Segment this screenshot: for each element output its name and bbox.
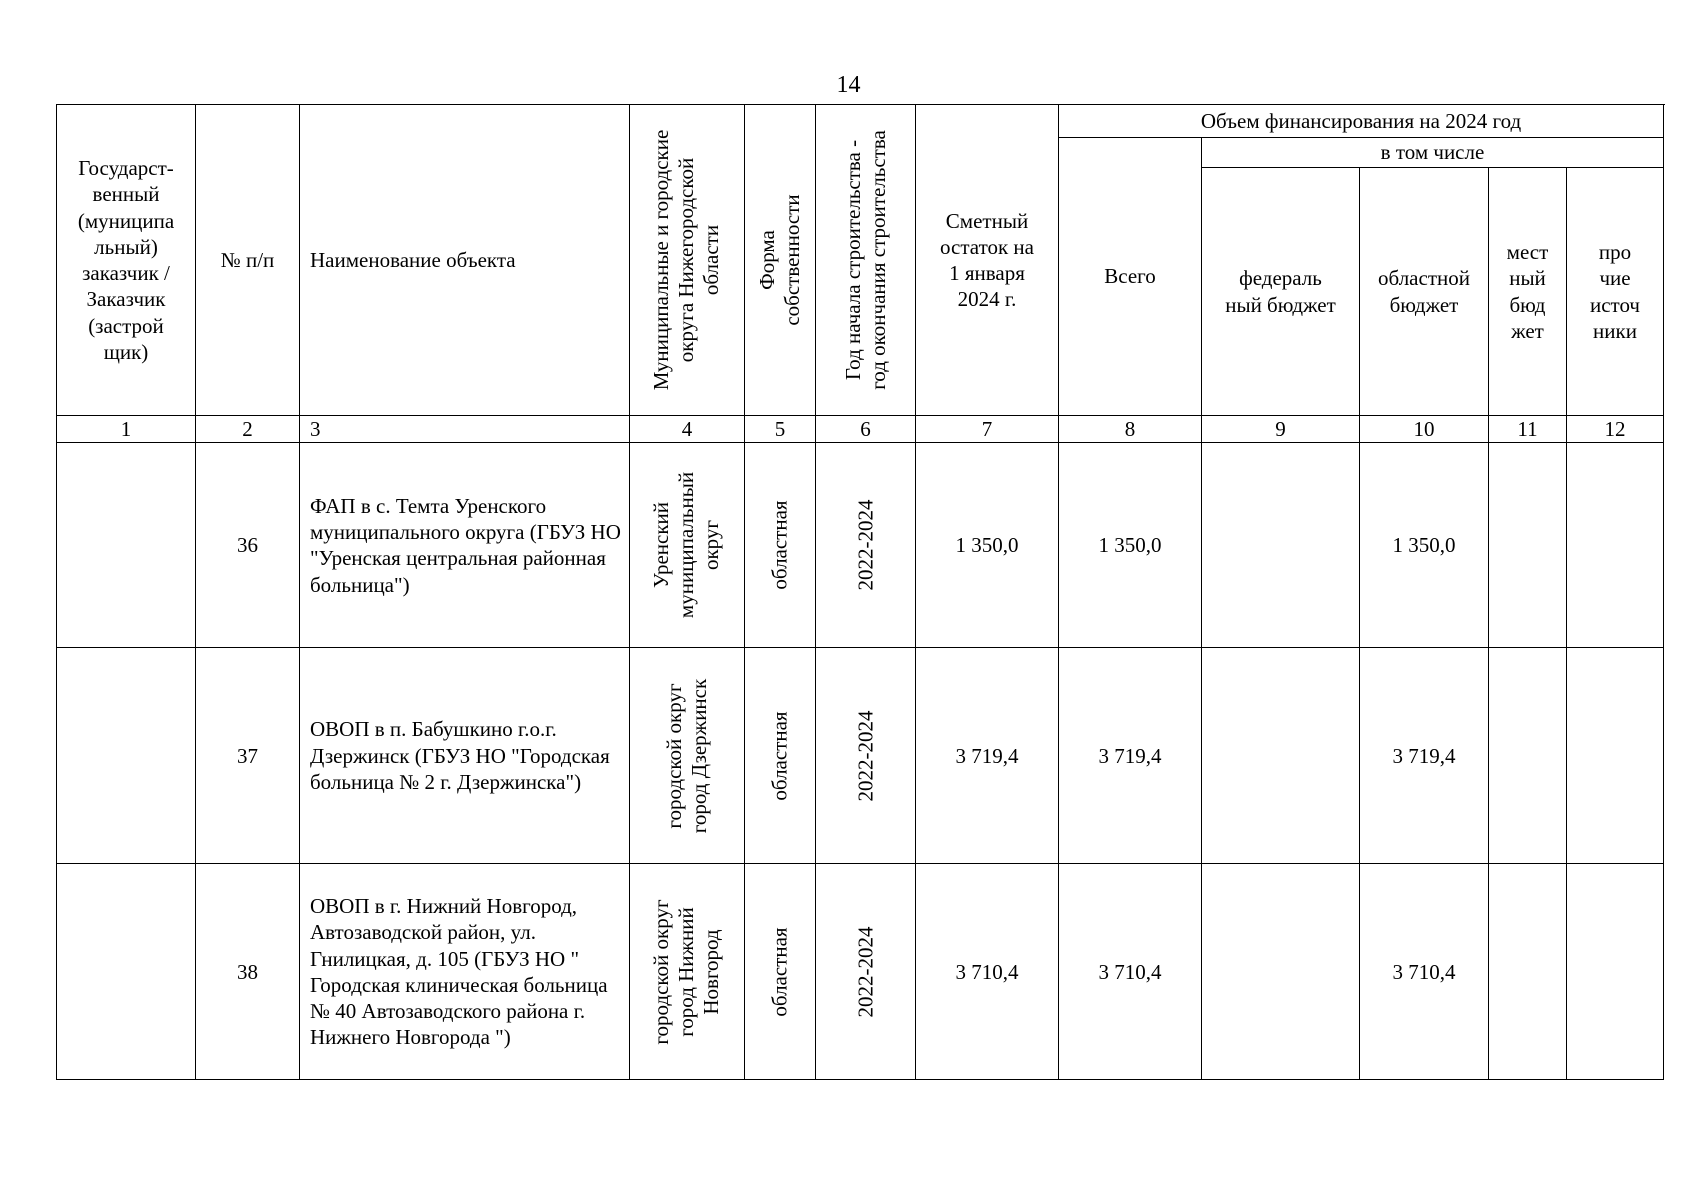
row-ownership-text: областная [767,711,792,801]
row-ownership [745,648,816,864]
row-customer [57,864,196,1080]
row-num: 37 [196,648,300,864]
row-years [816,443,916,648]
header-municipality [630,105,745,416]
row-municipality-line: муниципальный [674,472,699,619]
header-years [816,105,916,416]
header-regional-text: областной бюджет [1378,266,1470,317]
column-number: 8 [1059,416,1202,443]
header-years-line: Год начала строительства - [840,139,865,381]
header-including: в том числе [1202,138,1664,168]
row-customer [57,443,196,648]
row-object-name: ОВОП в п. Бабушкино г.о.г. Дзержинск (ГБУЗ НО "Городская больница № 2 г. Дзержинска") [300,648,630,864]
row-other [1567,443,1664,648]
column-number: 10 [1360,416,1489,443]
row-federal [1202,648,1360,864]
header-years-line: год окончания строительства [865,130,890,390]
row-years [816,864,916,1080]
row-municipality-line: городской округ [661,683,686,829]
header-municipality-line: Муниципальные и городские [649,129,674,391]
header-local [1489,168,1567,416]
row-municipality-line: город Дзержинск [687,678,711,833]
header-local-text: мест ный бюд жет [1506,240,1549,343]
row-ownership [745,864,816,1080]
header-num: № п/п [196,105,300,416]
row-local [1489,648,1567,864]
row-num: 36 [196,443,300,648]
column-number-row [57,416,1664,443]
column-number: 12 [1567,416,1664,443]
header-estimate-text: Сметный остаток на 1 января 2024 г. [940,208,1034,312]
row-municipality-line: Новгород [699,929,724,1015]
column-number: 2 [196,416,300,443]
row-municipality-line: округ [699,520,724,571]
row-municipality [630,443,745,648]
header-ownership-line: Форма [754,230,779,290]
row-ownership-text: областная [767,500,792,590]
table-row [57,648,1664,864]
header-ownership-line: собственности [780,194,804,326]
row-municipality-line: Уренский [649,502,674,589]
header-customer-text: Государст- венный (муниципа льный) заказчик / Заказчик (застрой щик) [77,156,175,364]
header-other [1567,168,1664,416]
header-federal-text: федераль ный бюджет [1225,266,1336,317]
column-number: 6 [816,416,916,443]
row-customer [57,648,196,864]
header-regional [1360,168,1489,416]
row-total: 3 710,4 [1059,864,1202,1080]
row-local [1489,443,1567,648]
row-ownership-text: областная [767,927,792,1017]
table-row [57,864,1664,1080]
row-years-text: 2022-2024 [852,499,877,591]
column-number: 11 [1489,416,1567,443]
column-number: 1 [57,416,196,443]
header-federal [1202,168,1360,416]
row-total: 1 350,0 [1059,443,1202,648]
column-number: 3 [300,416,630,443]
row-federal [1202,443,1360,648]
column-number: 5 [745,416,816,443]
row-years-text: 2022-2024 [852,926,877,1018]
row-ownership [745,443,816,648]
row-regional: 1 350,0 [1360,443,1489,648]
row-estimate: 3 710,4 [916,864,1059,1080]
row-total: 3 719,4 [1059,648,1202,864]
row-municipality [630,648,745,864]
row-federal [1202,864,1360,1080]
header-ownership [745,105,816,416]
header-total: Всего [1059,138,1202,416]
row-other [1567,864,1664,1080]
row-estimate: 3 719,4 [916,648,1059,864]
column-number: 4 [630,416,745,443]
financing-table [56,104,1664,1080]
column-number: 9 [1202,416,1360,443]
row-object-name: ОВОП в г. Нижний Новгород, Автозаводской район, ул. Гнилицкая, д. 105 (ГБУЗ НО " Городская клиническая больница № 40 Автозаводского района г. Нижнего Новгорода ") [300,864,630,1080]
row-local [1489,864,1567,1080]
column-number: 7 [916,416,1059,443]
header-row-1 [57,105,1664,138]
page-number: 14 [836,72,861,98]
header-municipality-line: округа Нижегородской [674,157,699,363]
row-estimate: 1 350,0 [916,443,1059,648]
row-years-text: 2022-2024 [852,710,877,802]
row-years [816,648,916,864]
row-municipality-line: городской округ [649,899,674,1045]
table-row [57,443,1664,648]
header-other-text: про чие источ ники [1590,240,1640,343]
row-regional: 3 719,4 [1360,648,1489,864]
row-other [1567,648,1664,864]
header-financing: Объем финансирования на 2024 год [1059,105,1664,138]
header-object-name: Наименование объекта [300,105,630,416]
row-municipality-line: город Нижний [674,906,699,1037]
header-estimate [916,105,1059,416]
row-regional: 3 710,4 [1360,864,1489,1080]
header-customer [57,105,196,416]
header-municipality-line: области [699,224,724,296]
row-municipality [630,864,745,1080]
row-num: 38 [196,864,300,1080]
row-object-name: ФАП в с. Темта Уренского муниципального округа (ГБУЗ НО "Уренская центральная районная больница") [300,443,630,648]
